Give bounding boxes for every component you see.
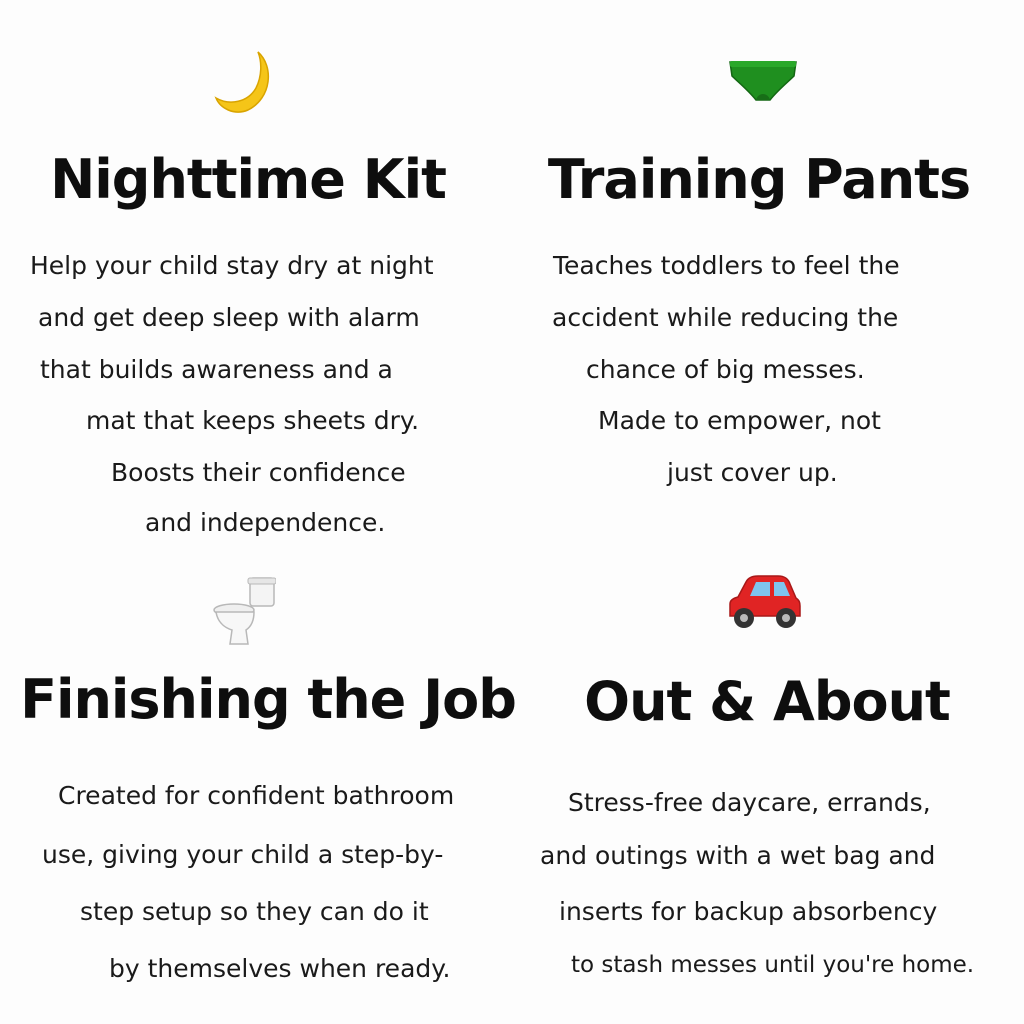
section-text-line: by themselves when ready. [109, 954, 451, 983]
section-text-line: just cover up. [667, 458, 838, 487]
section-text-line: Stress-free daycare, errands, [568, 788, 931, 817]
section-text-line: that builds awareness and a [40, 355, 393, 384]
section-text-line: Teaches toddlers to feel the [553, 251, 900, 280]
section-text-line: and outings with a wet bag and [540, 841, 936, 870]
section-text-line: Made to empower, not [598, 406, 881, 435]
section-text-line: chance of big messes. [586, 355, 865, 384]
section-text-line: mat that keeps sheets dry. [86, 406, 420, 435]
section-text-line: Created for confident bathroom [58, 781, 455, 810]
section-text-line: and get deep sleep with alarm [38, 303, 420, 332]
section-text-line: use, giving your child a step-by- [42, 840, 444, 869]
section-text-line: inserts for backup absorbency [559, 897, 938, 926]
section-text-line: accident while reducing the [552, 303, 899, 332]
section-title: Training Pants [547, 148, 971, 211]
section-text-line: and independence. [145, 508, 386, 537]
green-underpants-icon [728, 58, 798, 104]
section-title: Nighttime Kit [50, 148, 446, 211]
section-text-line: Help your child stay dry at night [30, 251, 434, 280]
crescent-moon-icon [212, 48, 280, 116]
section-text-line: to stash messes until you're home. [571, 952, 975, 978]
section-title: Out & About [584, 670, 950, 733]
section-text-line: step setup so they can do it [80, 897, 429, 926]
toilet-icon [212, 576, 276, 646]
red-car-icon [726, 574, 802, 632]
section-title: Finishing the Job [20, 668, 516, 731]
section-text-line: Boosts their confidence [111, 458, 406, 487]
